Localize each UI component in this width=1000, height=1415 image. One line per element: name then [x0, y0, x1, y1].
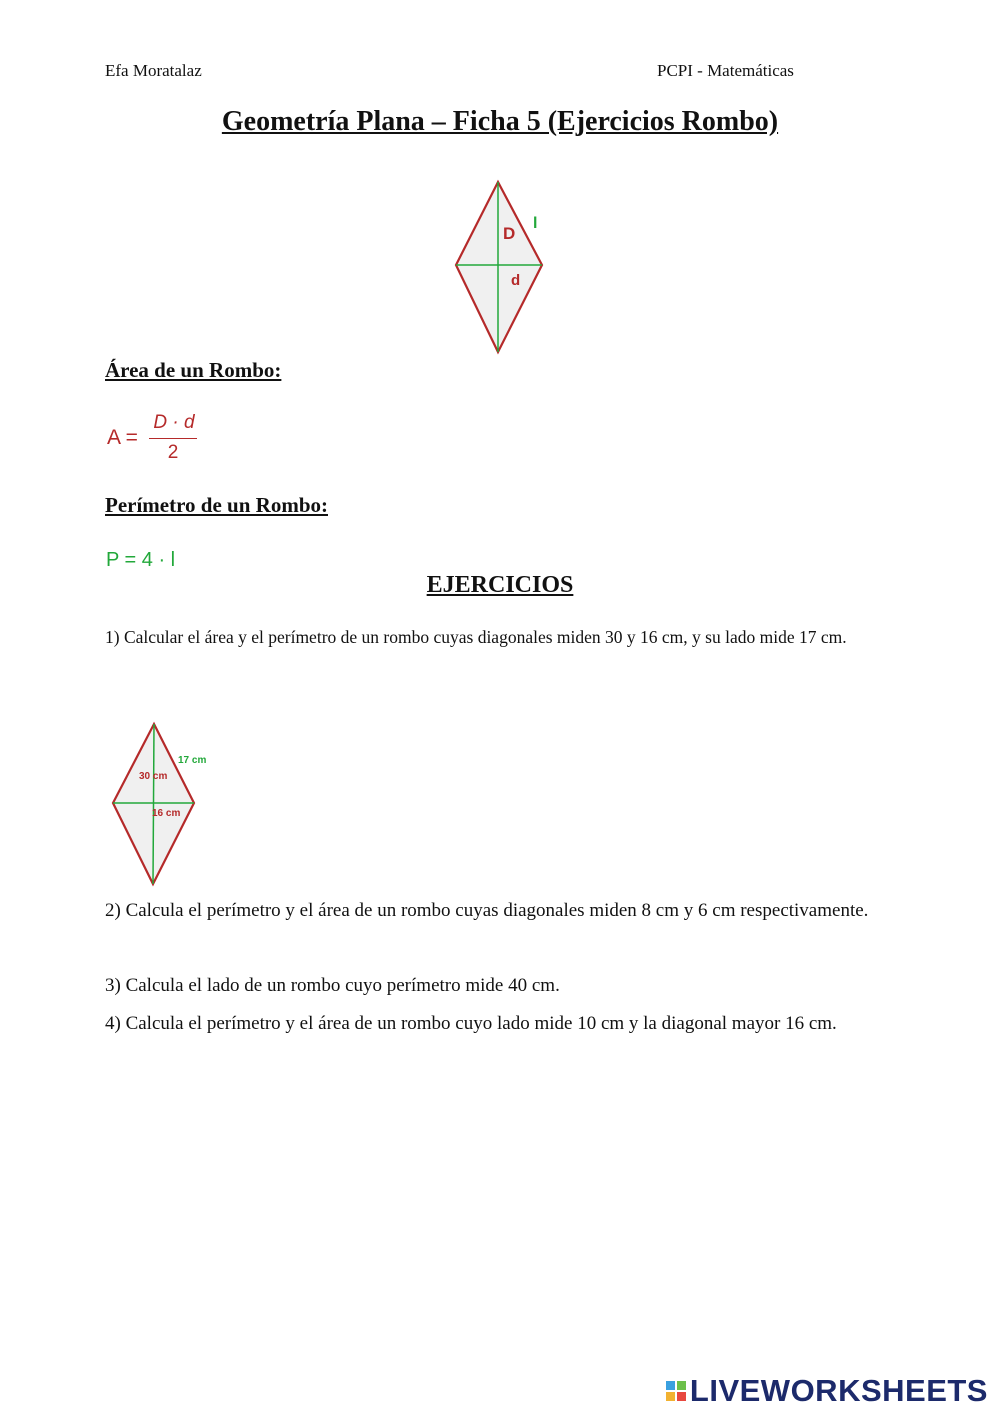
- rhombus-diagram-example: [105, 718, 225, 890]
- label-D: D: [503, 224, 516, 243]
- exercise-3: 3) Calcula el lado de un rombo cuyo perímetro mide 40 cm.: [105, 975, 560, 996]
- rhombus-shape: [456, 182, 542, 352]
- page-title: Geometría Plana – Ficha 5 (Ejercicios Rombo): [221, 106, 779, 137]
- exercises-heading: EJERCICIOS: [426, 572, 574, 598]
- liveworksheets-logo: [666, 1373, 988, 1409]
- perimeter-heading: Perímetro de un Rombo:: [105, 493, 328, 517]
- area-formula: [107, 412, 217, 468]
- area-denominator: 2: [167, 442, 179, 463]
- label-16cm: 16 cm: [152, 808, 181, 819]
- label-d: d: [511, 272, 521, 289]
- area-numerator: D · d: [153, 412, 195, 433]
- label-30cm: 30 cm: [139, 771, 168, 782]
- brand-icon: [666, 1381, 686, 1401]
- exercise-4: 4) Calcula el perímetro y el área de un rombo cuyo lado mide 10 cm y la diagonal mayor 16 cm.: [105, 1013, 837, 1034]
- exercise-1: 1) Calcular el área y el perímetro de un rombo cuyas diagonales miden 30 y 16 cm, y su lado mide 17 cm.: [105, 627, 847, 647]
- brand-text: LIVEWORKSHEETS: [689, 1373, 988, 1408]
- area-lhs: A =: [107, 426, 138, 449]
- header-right: PCPI - Matemáticas: [657, 61, 794, 80]
- major-diagonal: [153, 724, 154, 884]
- perimeter-formula: P = 4 · l: [106, 549, 176, 571]
- exercise-2: 2) Calcula el perímetro y el área de un rombo cuyas diagonales miden 8 cm y 6 cm respectivamente.: [105, 900, 869, 921]
- header-left: Efa Moratalaz: [105, 61, 202, 80]
- rhombus-diagram: [440, 175, 560, 360]
- label-l: l: [533, 215, 538, 232]
- area-heading: Área de un Rombo:: [105, 358, 282, 382]
- fraction-bar: [149, 438, 197, 439]
- label-17cm: 17 cm: [178, 755, 207, 766]
